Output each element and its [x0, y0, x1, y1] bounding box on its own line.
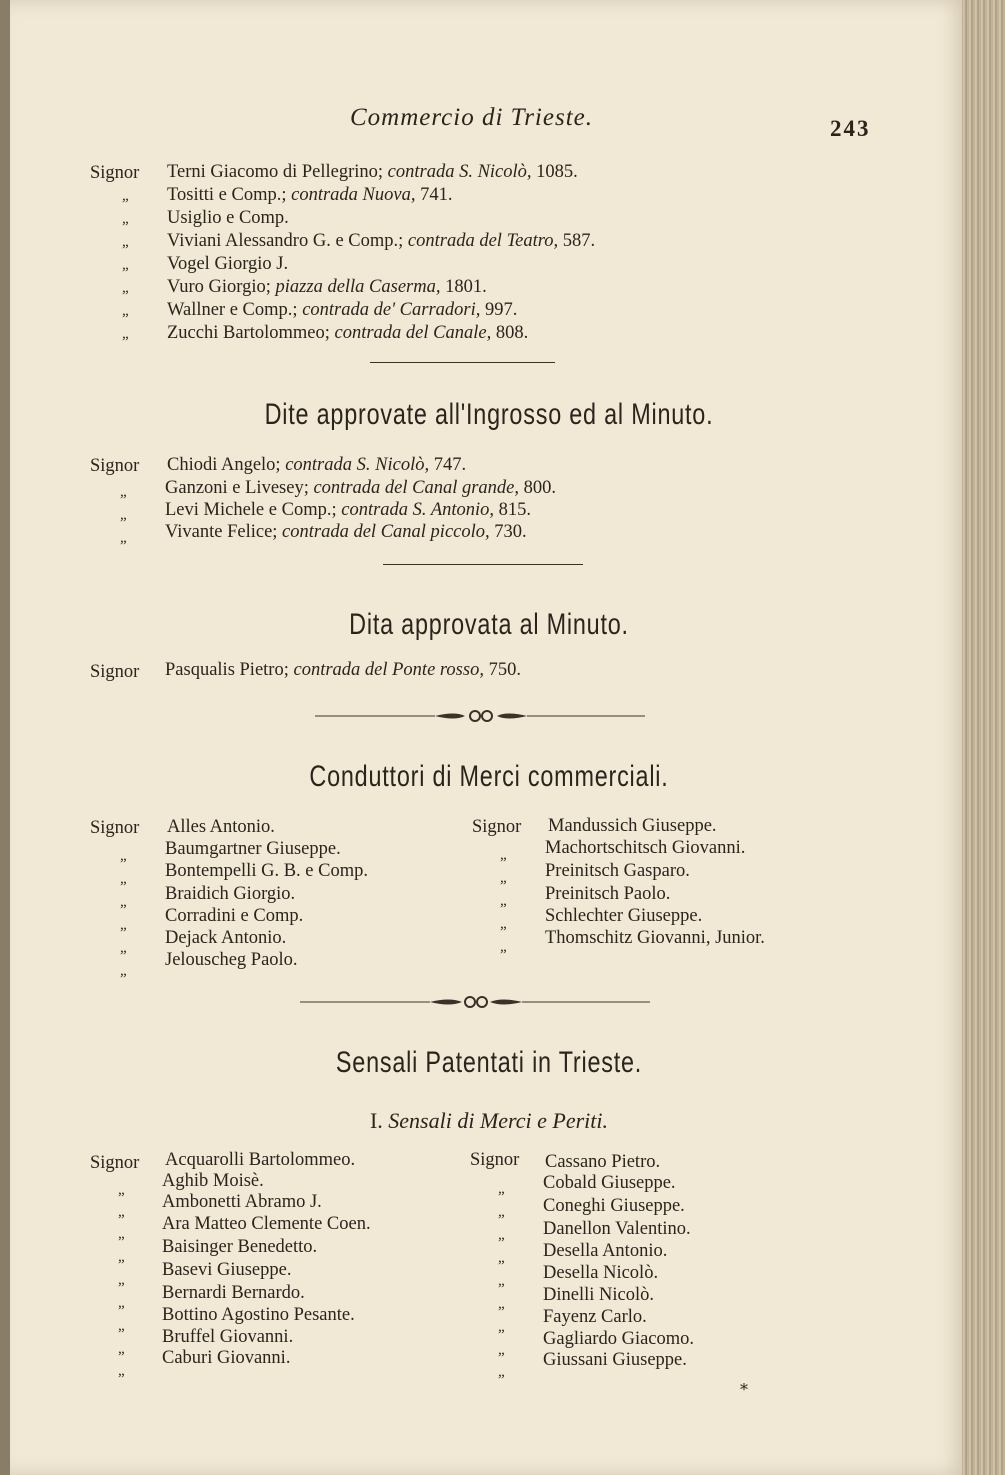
section-title: Sensali Patentati in Trieste.	[335, 1046, 643, 1079]
ditto-mark: „	[118, 1272, 125, 1288]
ditto-mark: „	[122, 188, 129, 204]
list-item: Tositti e Comp.; contrada Nuova, 741.	[167, 185, 453, 205]
signor-label: Signor	[90, 1153, 140, 1173]
list-item: Braidich Giorgio.	[165, 884, 296, 904]
signor-label: Signor	[472, 817, 522, 837]
list-item: Ara Matteo Clemente Coen.	[162, 1214, 371, 1234]
list-item: Viviani Alessandro G. e Comp.; contrada del Teatro, 587.	[167, 231, 596, 251]
signor-label: Signor	[470, 1150, 520, 1170]
list-item: Vivante Felice; contrada del Canal piccolo, 730.	[165, 522, 527, 542]
ditto-mark: „	[498, 1296, 505, 1312]
ditto-mark: „	[500, 939, 507, 955]
list-item: Corradini e Comp.	[165, 906, 304, 926]
ditto-mark: „	[498, 1227, 505, 1243]
list-item: Acquarolli Bartolommeo.	[165, 1150, 356, 1170]
list-item: Desella Antonio.	[543, 1241, 668, 1261]
list-item: Vuro Giorgio; piazza della Caserma, 1801.	[167, 277, 487, 297]
list-item: Desella Nicolò.	[543, 1263, 659, 1283]
ditto-mark: „	[500, 847, 507, 863]
page-leaf	[10, 0, 968, 1475]
list-item: Bottino Agostino Pesante.	[162, 1305, 355, 1325]
list-item: Ganzoni e Livesey; contrada del Canal grande, 800.	[165, 478, 557, 498]
ditto-mark: „	[118, 1295, 125, 1311]
list-item: Danellon Valentino.	[543, 1219, 691, 1239]
signor-label: Signor	[90, 456, 140, 476]
list-item: Cassano Pietro.	[545, 1152, 661, 1172]
list-item: Bernardi Bernardo.	[162, 1283, 305, 1303]
list-item: Vogel Giorgio J.	[167, 254, 289, 274]
list-item: Coneghi Giuseppe.	[543, 1196, 685, 1216]
ditto-mark: „	[120, 871, 127, 887]
list-item: Schlechter Giuseppe.	[545, 906, 703, 926]
divider	[383, 564, 583, 565]
list-item: Zucchi Bartolommeo; contrada del Canale, 808.	[167, 323, 529, 343]
ditto-mark: „	[122, 303, 129, 319]
ditto-mark: „	[120, 963, 127, 979]
list-item: Bontempelli G. B. e Comp.	[165, 861, 368, 881]
section-title: Dita approvata al Minuto.	[349, 608, 629, 641]
list-item: Thomschitz Giovanni, Junior.	[545, 928, 765, 948]
page-edges	[962, 0, 1005, 1475]
section-title: Dite approvate all'Ingrosso ed al Minuto.	[264, 398, 714, 431]
list-item: Giussani Giuseppe.	[543, 1350, 687, 1370]
list-item: Alles Antonio.	[167, 817, 275, 837]
signor-label: Signor	[90, 163, 140, 183]
list-item: Mandussich Giuseppe.	[548, 816, 717, 836]
ditto-mark: „	[498, 1364, 505, 1380]
list-item: Gagliardo Giacomo.	[543, 1329, 695, 1349]
list-item: Terni Giacomo di Pellegrino; contrada S. Nicolò, 1085.	[167, 162, 578, 182]
ditto-mark: „	[118, 1226, 125, 1242]
list-item: Caburi Giovanni.	[162, 1348, 291, 1368]
section-subtitle: I. Sensali di Merci e Periti.	[369, 1108, 609, 1133]
ditto-mark: „	[122, 280, 129, 296]
ditto-mark: „	[120, 848, 127, 864]
running-title: Commercio di Trieste.	[350, 104, 593, 131]
ditto-mark: „	[118, 1363, 125, 1379]
list-item: Preinitsch Gasparo.	[545, 861, 690, 881]
list-item: Usiglio e Comp.	[167, 208, 289, 228]
ditto-mark: „	[498, 1273, 505, 1289]
list-item: Preinitsch Paolo.	[545, 884, 671, 904]
list-item: Pasqualis Pietro; contrada del Ponte rosso, 750.	[165, 660, 521, 680]
list-item: Wallner e Comp.; contrada de' Carradori, 997.	[167, 300, 518, 320]
ditto-mark: „	[122, 234, 129, 250]
divider	[370, 362, 555, 363]
list-item: Dejack Antonio.	[165, 928, 287, 948]
ditto-mark: „	[498, 1342, 505, 1358]
ditto-mark: „	[120, 917, 127, 933]
list-item: Jelouscheg Paolo.	[165, 950, 298, 970]
ditto-mark: „	[120, 507, 127, 523]
signor-label: Signor	[90, 818, 140, 838]
signor-label: Signor	[90, 662, 140, 682]
section-title: Conduttori di Merci commerciali.	[309, 760, 669, 793]
ditto-mark: „	[122, 257, 129, 273]
list-item: Ambonetti Abramo J.	[162, 1192, 322, 1212]
list-item: Basevi Giuseppe.	[162, 1260, 292, 1280]
ditto-mark: „	[498, 1181, 505, 1197]
list-item: Machortschitsch Giovanni.	[545, 838, 746, 858]
ditto-mark: „	[122, 326, 129, 342]
list-item: Fayenz Carlo.	[543, 1307, 647, 1327]
list-item: Baumgartner Giuseppe.	[165, 839, 341, 859]
list-item: Dinelli Nicolò.	[543, 1285, 654, 1305]
ditto-mark: „	[118, 1341, 125, 1357]
ditto-mark: „	[498, 1204, 505, 1220]
ornament-divider	[300, 992, 650, 1012]
list-item: Aghib Moisè.	[162, 1171, 264, 1191]
page-number: 243	[830, 116, 871, 141]
ditto-mark: „	[120, 894, 127, 910]
ditto-mark: „	[118, 1182, 125, 1198]
ditto-mark: „	[120, 940, 127, 956]
ditto-mark: „	[120, 484, 127, 500]
list-item: Chiodi Angelo; contrada S. Nicolò, 747.	[167, 455, 467, 475]
list-item: Baisinger Benedetto.	[162, 1237, 318, 1257]
ditto-mark: „	[118, 1204, 125, 1220]
ditto-mark: „	[120, 530, 127, 546]
list-item: Levi Michele e Comp.; contrada S. Antonio, 815.	[165, 500, 532, 520]
ditto-mark: „	[500, 893, 507, 909]
ditto-mark: „	[498, 1250, 505, 1266]
ditto-mark: „	[118, 1249, 125, 1265]
ditto-mark: „	[118, 1318, 125, 1334]
list-item: Bruffel Giovanni.	[162, 1327, 294, 1347]
ditto-mark: „	[122, 211, 129, 227]
ditto-mark: „	[500, 870, 507, 886]
ditto-mark: „	[500, 916, 507, 932]
list-item: Cobald Giuseppe.	[543, 1173, 676, 1193]
ditto-mark: „	[498, 1319, 505, 1335]
ornament-divider	[315, 706, 645, 726]
signature-mark: *	[740, 1380, 748, 1399]
